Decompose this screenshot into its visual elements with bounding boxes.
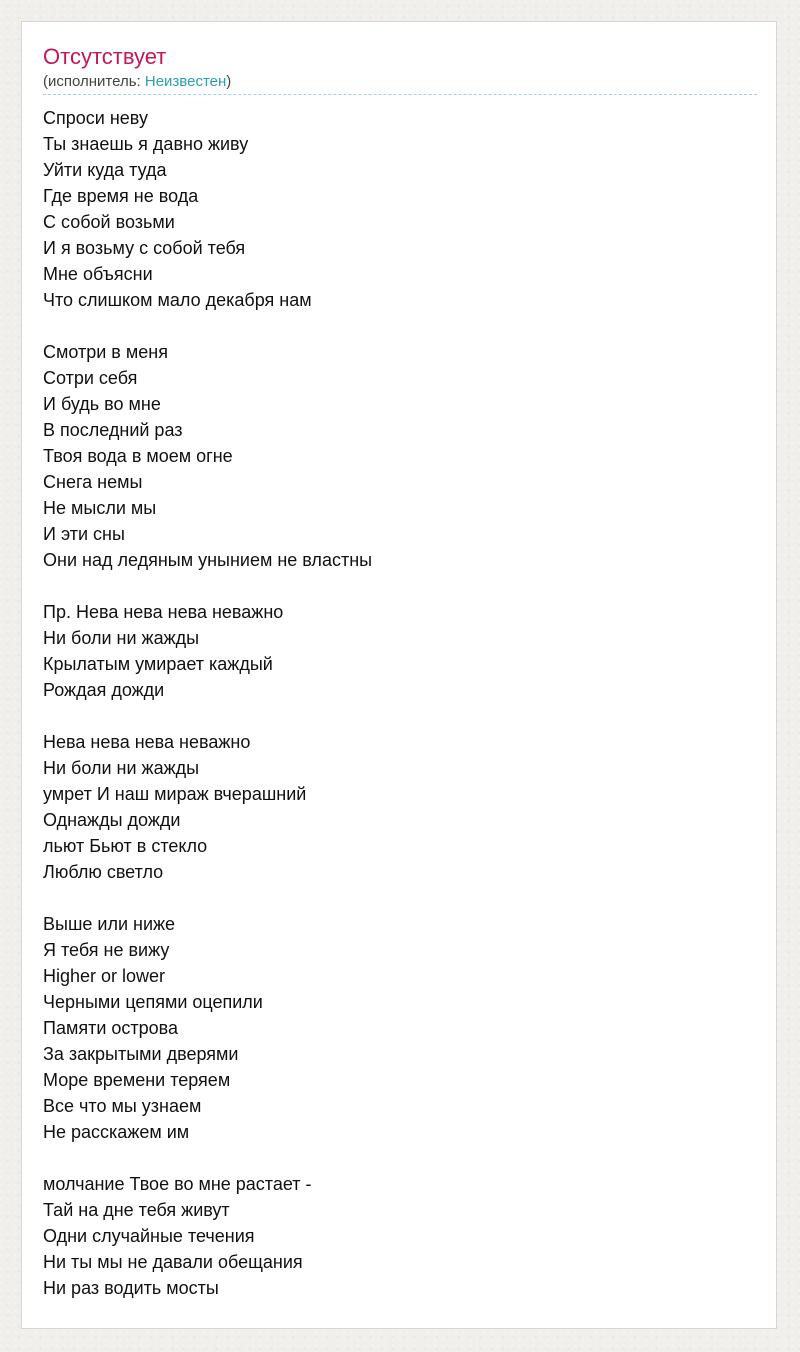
lyrics-line: льют Бьют в стекло xyxy=(43,836,208,856)
artist-suffix: ) xyxy=(226,73,232,90)
lyrics-line: Нева нева нева неважно xyxy=(43,732,251,752)
lyrics-stanza xyxy=(43,911,743,1145)
lyrics-line: Не мысли мы xyxy=(43,498,157,518)
lyrics-stanza xyxy=(43,729,743,885)
lyrics-line: умрет И наш мираж вчерашний xyxy=(43,784,307,804)
lyrics-line: Где время не вода xyxy=(43,186,199,206)
lyrics-line: Ни ты мы не давали обещания xyxy=(43,1252,303,1272)
lyrics-line: С собой возьми xyxy=(43,212,175,232)
lyrics-line: Ни боли ни жажды xyxy=(43,758,200,778)
lyrics-line: Они над ледяным унынием не властны xyxy=(43,550,373,570)
lyrics-line: Рождая дожди xyxy=(43,680,165,700)
lyrics-line: Не расскажем им xyxy=(43,1122,190,1142)
artist-line xyxy=(43,73,231,91)
lyrics-stanza xyxy=(43,339,743,573)
artist-prefix: (исполнитель: xyxy=(43,73,145,90)
lyrics-stanza xyxy=(43,599,743,703)
lyrics-line: Я тебя не вижу xyxy=(43,940,170,960)
lyrics-line: За закрытыми дверями xyxy=(43,1044,239,1064)
lyrics-line: Все что мы узнаем xyxy=(43,1096,202,1116)
lyrics-line: В последний раз xyxy=(43,420,183,440)
lyrics-line: Крылатым умирает каждый xyxy=(43,654,273,674)
lyrics-line: Спроси неву xyxy=(43,108,148,128)
lyrics-line: молчание Твое во мне растает - xyxy=(43,1174,312,1194)
lyrics-line: Ни боли ни жажды xyxy=(43,628,200,648)
lyrics-line: Одни случайные течения xyxy=(43,1226,255,1246)
lyrics-line: Ты знаешь я давно живу xyxy=(43,134,249,154)
lyrics-line: Черными цепями оцепили xyxy=(43,992,263,1012)
lyrics-line: Выше или ниже xyxy=(43,914,176,934)
lyrics-line: Сотри себя xyxy=(43,368,138,388)
lyrics-line: Памяти острова xyxy=(43,1018,179,1038)
song-title: Отсутствует xyxy=(43,44,167,69)
lyrics-stanza xyxy=(43,105,743,313)
lyrics-line: И эти сны xyxy=(43,524,125,544)
lyrics-line: И будь во мне xyxy=(43,394,161,414)
lyrics-line: Ни раз водить мосты xyxy=(43,1278,219,1298)
lyrics-line: И я возьму с собой тебя xyxy=(43,238,246,258)
lyrics-stanza xyxy=(43,1171,743,1301)
lyrics-line: Higher or lower xyxy=(43,966,166,986)
lyrics-line: Что слишком мало декабря нам xyxy=(43,290,312,310)
lyrics-line: Однажды дожди xyxy=(43,810,181,830)
lyrics-text xyxy=(43,105,743,1327)
lyrics-line: Люблю светло xyxy=(43,862,164,882)
title-divider xyxy=(43,94,757,95)
lyrics-line: Пр. Нева нева нева неважно xyxy=(43,602,284,622)
lyrics-line: Тай на дне тебя живут xyxy=(43,1200,230,1220)
artist-link[interactable]: Неизвестен xyxy=(144,73,227,90)
lyrics-line: Снега немы xyxy=(43,472,143,492)
lyrics-line: Смотри в меня xyxy=(43,342,168,362)
lyrics-line: Твоя вода в моем огне xyxy=(43,446,233,466)
lyrics-line: Уйти куда туда xyxy=(43,160,167,180)
lyrics-line: Море времени теряем xyxy=(43,1070,231,1090)
lyrics-card xyxy=(21,21,777,1329)
lyrics-line: Мне объясни xyxy=(43,264,153,284)
